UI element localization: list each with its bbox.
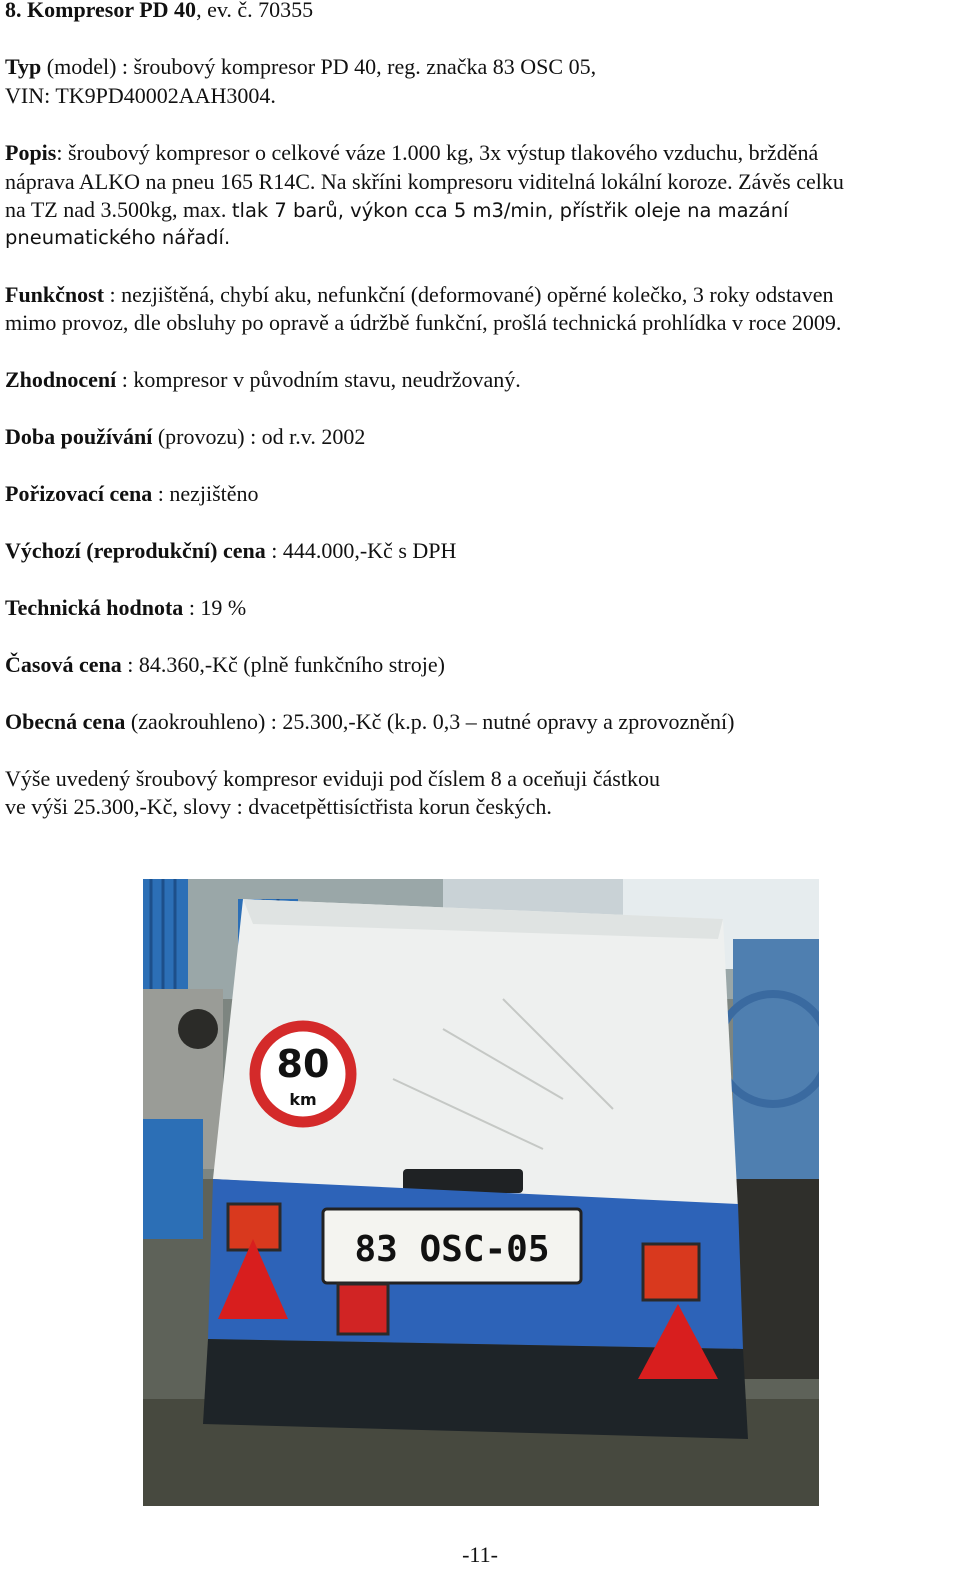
funkcnost-line-1 <box>5 281 833 309</box>
section-heading <box>5 0 313 24</box>
license-plate <box>323 1209 581 1283</box>
funkcnost-line-2: mimo provoz, dle obsluhy po opravě a údržbě funkční, prošlá technická prohlídka v roce 2009. <box>5 310 842 335</box>
popis-text: : šroubový kompresor o celkové váze 1.000 kg, 3x výstup tlakového vzduchu, bržděná <box>56 140 819 165</box>
popis-line-3 <box>5 196 789 225</box>
speed-limit-sign <box>255 1026 351 1122</box>
popis-line-2: náprava ALKO na pneu 165 R14C. Na skříni kompresoru viditelná lokální koroze. Závěs celku <box>5 169 844 194</box>
casova-label: Časová cena <box>5 652 122 677</box>
porizovaci-label: Pořizovací cena <box>5 481 153 506</box>
technicka-label: Technická hodnota <box>5 595 184 620</box>
obecna-label: Obecná cena <box>5 709 126 734</box>
summary-line-1: Výše uvedený šroubový kompresor eviduji pod číslem 8 a oceňuji částkou <box>5 766 660 791</box>
popis-text-3b: tlak 7 barů, výkon cca 5 m3/min, přístřik oleje na mazání <box>231 199 789 222</box>
funkcnost-label: Funkčnost <box>5 282 105 307</box>
technicka-line <box>5 594 246 622</box>
popis-line-1 <box>5 139 818 167</box>
obecna-line <box>5 708 734 736</box>
popis-text-3a: na TZ nad 3.500kg, max. <box>5 197 232 222</box>
typ-line-1 <box>5 53 596 81</box>
popis-line-4: pneumatického nářadí. <box>5 226 231 249</box>
technicka-text: : 19 % <box>183 595 247 620</box>
vychozi-text: : 444.000,-Kč s DPH <box>265 538 457 563</box>
doba-label: Doba používání <box>5 424 153 449</box>
doba-line <box>5 423 365 451</box>
page-number: -11- <box>462 1542 498 1567</box>
compressor-photo <box>143 879 819 1506</box>
obecna-text: (zaokrouhleno) : 25.300,-Kč (k.p. 0,3 – nutné opravy a zprovoznění) <box>125 709 735 734</box>
porizovaci-text: : nezjištěno <box>152 481 259 506</box>
casova-text: : 84.360,-Kč (plně funkčního stroje) <box>121 652 445 677</box>
typ-text: (model) : šroubový kompresor PD 40, reg. značka 83 OSC 05, <box>41 54 597 79</box>
right-tail-light <box>643 1244 699 1300</box>
compressor-photo-drawing <box>143 879 819 1506</box>
popis-label: Popis <box>5 140 57 165</box>
zhodnoceni-label: Zhodnocení <box>5 367 117 392</box>
vychozi-label: Výchozí (reprodukční) cena <box>5 538 266 563</box>
zhodnoceni-line <box>5 366 521 394</box>
typ-label: Typ <box>5 54 42 79</box>
zhodnoceni-text: : kompresor v původním stavu, neudržovaný. <box>116 367 521 392</box>
doba-text: (provozu) : od r.v. 2002 <box>152 424 366 449</box>
typ-line-2: VIN: TK9PD40002AAH3004. <box>5 83 276 108</box>
summary-line-2: ve výši 25.300,-Kč, slovy : dvacetpěttisíctřista korun českých. <box>5 794 552 819</box>
speed-sign-number: 80 <box>276 1042 330 1086</box>
vychozi-line <box>5 537 456 565</box>
heading-label: 8. Kompresor PD 40 <box>5 0 197 22</box>
heading-rest: , ev. č. 70355 <box>196 0 314 22</box>
casova-line <box>5 651 445 679</box>
porizovaci-line <box>5 480 259 508</box>
plate-number: 83 OSC-05 <box>354 1229 550 1270</box>
speed-sign-unit: km <box>289 1090 317 1109</box>
funkcnost-text: : nezjištěná, chybí aku, nefunkční (deformované) opěrné kolečko, 3 roky odstaven <box>104 282 834 307</box>
